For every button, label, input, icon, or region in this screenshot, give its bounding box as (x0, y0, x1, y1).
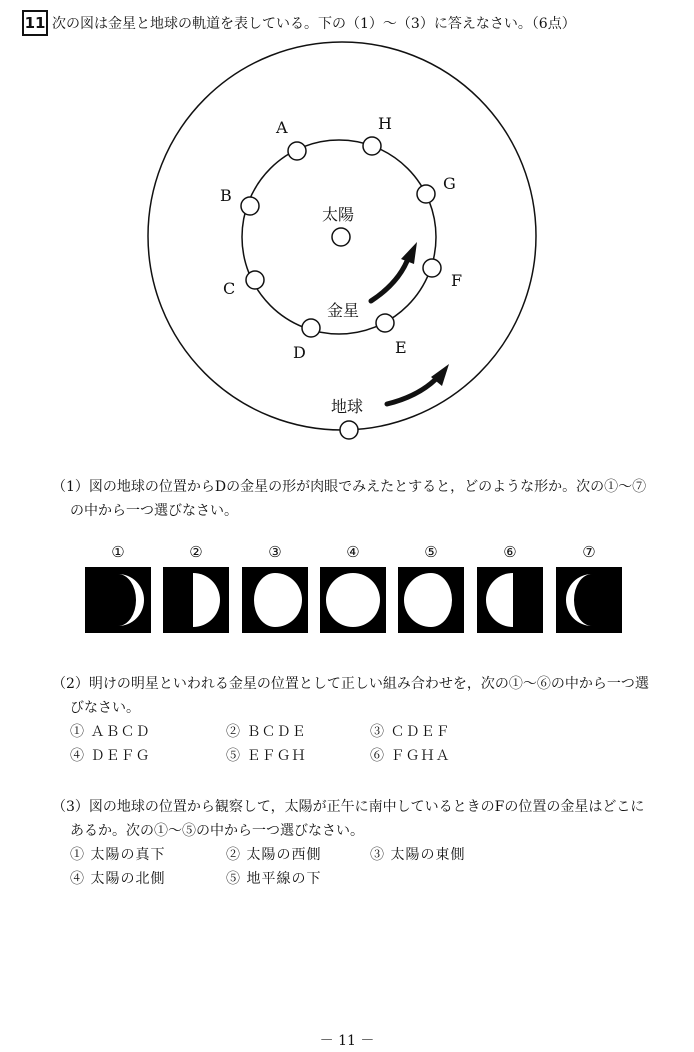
q2-option-1: ① ＡＢＣＤ (70, 724, 151, 740)
venus-arrowhead (401, 242, 417, 264)
q2-text-line1: （2）明けの明星といわれる金星の位置として正しい組み合わせを，次の①～⑥の中から一つ選 (52, 676, 649, 692)
label-g: G (443, 174, 456, 193)
venus-phase-1 (85, 567, 151, 633)
phase-label-6: ⑥ (503, 543, 517, 561)
venus-phase-5 (398, 567, 464, 633)
label-d: D (293, 343, 306, 362)
venus-phase-6 (477, 567, 543, 633)
label-a: A (276, 118, 288, 137)
phase-label-4: ④ (346, 543, 360, 561)
label-f: F (451, 271, 463, 290)
venus-position-g (417, 185, 435, 203)
earth-label: 地球 (331, 397, 364, 416)
q1-text-line2: の中から一つ選びなさい。 (70, 503, 238, 519)
venus-phase-4 (320, 567, 386, 633)
label-e: E (395, 338, 407, 357)
earth-motion-arrow (387, 376, 439, 404)
question-intro: 次の図は金星と地球の軌道を表している。下の（1）～（3）に答えなさい。（6点） (52, 16, 576, 32)
page-number: － 11 － (319, 1033, 375, 1049)
q3-text-line1: （3）図の地球の位置から観察して，太陽が正午に南中しているときのFの位置の金星はどこに (52, 799, 645, 815)
venus-position-a (288, 142, 306, 160)
venus-position-e (376, 314, 394, 332)
venus-phase-7 (556, 567, 622, 633)
q3-option-4: ④ 太陽の北側 (70, 871, 166, 887)
earth-marker (340, 421, 358, 439)
q3-option-5: ⑤ 地平線の下 (226, 871, 322, 887)
question-number-box: 11 (22, 10, 48, 36)
venus-position-d (302, 319, 320, 337)
label-b: B (220, 186, 232, 205)
venus-phase-3 (242, 567, 308, 633)
orbit-diagram (0, 0, 694, 450)
label-c: C (223, 279, 236, 298)
venus-position-b (241, 197, 259, 215)
phase-label-7: ⑦ (582, 543, 596, 561)
venus-position-f (423, 259, 441, 277)
q3-text-line2: あるか。次の①～⑤の中から一つ選びなさい。 (70, 823, 364, 839)
sun-marker (332, 228, 350, 246)
q3-option-2: ② 太陽の西側 (226, 847, 322, 863)
venus-motion-arrow (371, 256, 409, 301)
venus-position-h (363, 137, 381, 155)
venus-phase-2 (163, 567, 229, 633)
q2-option-5: ⑤ ＥＦＧＨ (226, 748, 307, 764)
phase-label-5: ⑤ (424, 543, 438, 561)
q2-option-6: ⑥ ＦＧＨＡ (370, 748, 451, 764)
q2-option-4: ④ ＤＥＦＧ (70, 748, 151, 764)
q2-option-2: ② ＢＣＤＥ (226, 724, 307, 740)
q2-option-3: ③ ＣＤＥＦ (370, 724, 451, 740)
venus-position-c (246, 271, 264, 289)
phase-label-3: ③ (268, 543, 282, 561)
sun-label: 太陽 (322, 205, 355, 224)
phase-label-2: ② (189, 543, 203, 561)
q3-option-1: ① 太陽の真下 (70, 847, 166, 863)
q1-text-line1: （1）図の地球の位置からDの金星の形が肉眼でみえたとすると，どのような形か。次の①～⑦ (52, 479, 647, 495)
phase-label-1: ① (111, 543, 125, 561)
q3-option-3: ③ 太陽の東側 (370, 847, 466, 863)
q2-text-line2: びなさい。 (70, 700, 140, 716)
label-h: H (378, 114, 392, 133)
venus-label: 金星 (327, 301, 360, 320)
